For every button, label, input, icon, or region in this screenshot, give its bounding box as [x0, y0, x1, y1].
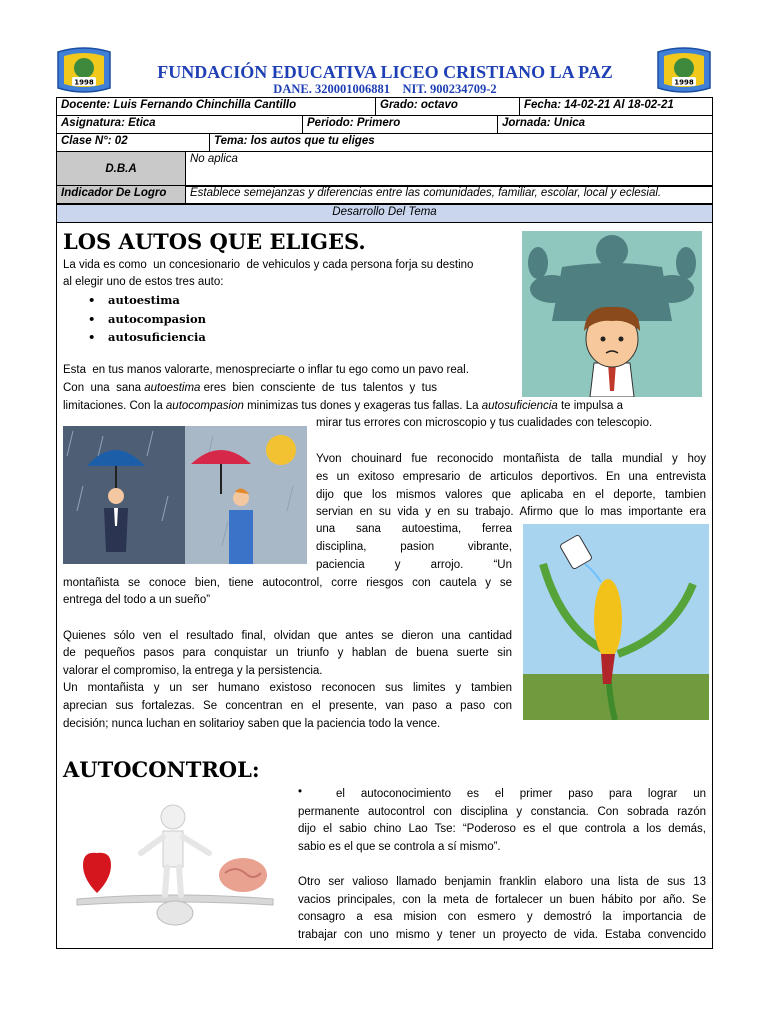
periodo-cell: Periodo: Primero	[303, 116, 498, 134]
s2-p2-line: trabajar con uno mismo y tener un proyecto de vida. Estaba convencido	[298, 929, 706, 941]
p1-term-autoestima: autoestima	[144, 382, 201, 394]
dba-label: D.B.A	[57, 152, 186, 187]
strong-shadow-illustration	[522, 231, 702, 397]
list-item: • autosuficiencia	[63, 328, 206, 347]
p4-line: decisión; nunca luchan en solitarioy saben que la paciencia todo la vence.	[63, 718, 441, 730]
s2-p2-line: consagro a esa mision con esmero y demostró la importancia de	[298, 911, 706, 923]
p3-line: Quienes sólo ven el resultado final, olvidan que antes se dieron una cantidad	[63, 630, 512, 642]
s2-p1-line: sabio es el que se controla a sí mismo”.	[298, 841, 501, 853]
desarrollo-header: Desarrollo Del Tema	[57, 205, 713, 223]
section-title-autos: LOS AUTOS QUE ELIGES.	[63, 229, 366, 254]
class-info-row-2	[56, 115, 713, 134]
grado-cell: Grado: octavo	[376, 98, 520, 116]
p2-line: paciencia y arrojo. “Un	[316, 559, 512, 571]
indicador-label: Indicador De Logro	[57, 186, 186, 204]
corn-illustration	[523, 524, 709, 720]
section-title-autocontrol: AUTOCONTROL:	[63, 757, 260, 782]
intro-line-1: La vida es como un concesionario de vehiculos y cada persona forja su destino	[63, 259, 474, 271]
indicador-value: Establece semejanzas y diferencias entre las comunidades, familiar, escolar, local y eclesial.	[186, 186, 713, 204]
intro-line-2: al elegir uno de estos tres auto:	[63, 276, 224, 288]
p2-line: Yvon chouinard fue reconocido montañista de talla mundial y hoy	[316, 453, 706, 465]
school-logo-right	[656, 44, 712, 96]
p4-line: Un montañista y un ser humano existoso reconocen sus limites y tambien	[63, 682, 512, 694]
p2-line: es un exitoso empresario de articulos deportivos. En una entrevista	[316, 471, 706, 483]
logo-year: 1998	[674, 78, 694, 87]
p3-line: valorar el compromiso, la entrega y la persistencia.	[63, 665, 323, 677]
list-item: • autocompasion	[63, 310, 206, 329]
balance-illustration	[63, 795, 283, 935]
class-info-row-3	[56, 133, 713, 152]
p1-line-2	[63, 380, 437, 398]
p4-line: aprecian sus fortalezas. Se concentran en el presente, van paso a paso con	[63, 700, 512, 712]
p2-line: entrega del todo a un sueño”	[63, 594, 211, 606]
class-info-row-6	[56, 204, 713, 223]
auto-list	[63, 291, 206, 347]
docente-cell: Docente: Luis Fernando Chinchilla Cantillo	[57, 98, 376, 116]
school-logo-left	[56, 44, 112, 96]
s2-p1-line: permanente autocontrol con disciplina y constancia. Con sobrada razón	[298, 806, 706, 818]
logo-year: 1998	[74, 78, 94, 87]
p1-line-4: mirar tus errores con microscopio y tus cualidades con telescopio.	[316, 417, 653, 429]
school-name: FUNDACIÓN EDUCATIVA LICEO CRISTIANO LA PAZ	[157, 62, 613, 82]
bullet-dot-icon: •	[298, 786, 303, 798]
p1-text: eres bien consciente de tus talentos y tus	[200, 382, 437, 394]
clase-cell: Clase N°: 02	[57, 134, 210, 152]
p1-text: limitaciones. Con la	[63, 400, 166, 412]
s2-p2-line: Otro ser valioso llamado benjamin franklin elaboro una lista de sus 13	[298, 876, 706, 888]
p1-text: Con una sana	[63, 382, 145, 394]
class-info-row-4	[56, 151, 713, 187]
p2-line: dijo que los mismos valores que aplicaba en el deporte, tambien	[316, 489, 706, 501]
p2-line: disciplina, pasion vibrante,	[316, 541, 512, 553]
s2-p1-line: dijo el sabio chino Lao Tse: “Poderoso es el que controla a los demás,	[298, 823, 706, 835]
class-info-row-5	[56, 185, 713, 204]
p1-text: te impulsa a	[557, 400, 623, 412]
fecha-cell: Fecha: 14-02-21 Al 18-02-21	[520, 98, 713, 116]
jornada-cell: Jornada: Unica	[498, 116, 713, 134]
dba-value: No aplica	[186, 152, 713, 187]
p1-line-3	[63, 398, 623, 416]
tema-cell: Tema: los autos que tu eliges	[210, 134, 713, 152]
p2-line: montañista se conoce bien, tiene autocontrol, corre riesgos con cautela y se	[63, 577, 512, 589]
school-identifiers: DANE. 320001006881 NIT. 900234709-2	[273, 82, 497, 96]
asignatura-cell: Asignatura: Etica	[57, 116, 303, 134]
p1-term-autosuficiencia: autosuficiencia	[481, 400, 558, 412]
p1-line-1: Esta en tus manos valorarte, menospreciarte o inflar tu ego como un pavo real.	[63, 364, 469, 376]
umbrella-illustration	[63, 426, 307, 564]
s2-p2-line: vacios principales, con la meta de fortalecer un buen hábito por año. Se	[298, 894, 706, 906]
p2-line: una sana autoestima, ferrea	[316, 523, 512, 535]
p1-term-autocompasion: autocompasion	[165, 400, 244, 412]
s2-p1-line: el autoconocimiento es el primer paso para lograr un	[336, 788, 706, 800]
p3-line: de pequeños pasos para conquistar un triunfo y hablan de buena suerte sin	[63, 647, 512, 659]
p2-line: servian en su vida y en su trabajo. Afirmo que lo mas importante era	[316, 506, 706, 518]
class-info-table	[56, 97, 713, 116]
list-item: • autoestima	[63, 291, 206, 310]
p1-text: minimizas tus dones y exageras tus fallas. La	[243, 400, 482, 412]
